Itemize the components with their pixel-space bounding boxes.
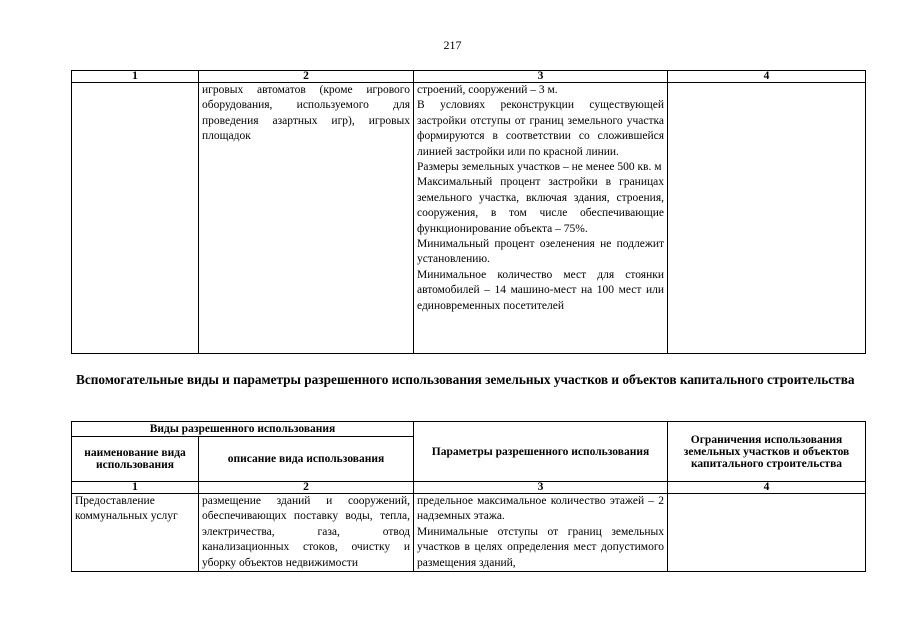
- header-use-name: наименование вида использования: [72, 437, 199, 482]
- parameter-paragraph: предельное максимальное количество этажей – 2 надземных этажа.: [417, 495, 664, 523]
- section-title: Вспомогательные виды и параметры разрешенного использования земельных участков и объектов капитального строительства: [76, 372, 855, 387]
- table-row: [72, 83, 866, 354]
- parameter-paragraph: Минимальное количество мест для стоянки автомобилей – 14 машино-мест на 100 мест или единовременных посетителей: [417, 268, 664, 312]
- col-number: 1: [72, 71, 199, 83]
- header-parameters: Параметры разрешенного использования: [414, 422, 668, 482]
- header-use-description: описание вида использования: [199, 437, 414, 482]
- use-name-cell: Предоставление коммунальных услуг: [72, 494, 199, 572]
- column-number-row: [72, 71, 866, 83]
- col-number: 2: [199, 71, 414, 83]
- col-number: 1: [72, 482, 199, 494]
- parameters-cell: [414, 494, 668, 572]
- use-description-cell: игровых автоматов (кроме игрового оборудования, используемого для проведения азартных игр), игровых площадок: [199, 83, 414, 354]
- col-number: 3: [414, 482, 668, 494]
- col-number: 3: [414, 71, 668, 83]
- parameter-paragraph: строений, сооружений – 3 м.: [417, 84, 558, 96]
- header-limits: Ограничения использования земельных участков и объектов капитального строительства: [668, 422, 866, 482]
- limits-cell: [668, 83, 866, 354]
- column-number-row: [72, 482, 866, 494]
- limits-cell: [668, 494, 866, 572]
- col-number: 2: [199, 482, 414, 494]
- parameters-cell: [414, 83, 668, 354]
- parameter-paragraph: Минимальные отступы от границ земельных участков в целях определения мест допустимого размещения зданий,: [417, 525, 664, 569]
- parameter-paragraph: Размеры земельных участков – не менее 500 кв. м: [417, 161, 662, 174]
- table-row: [72, 494, 866, 572]
- col-number: 4: [668, 482, 866, 494]
- use-description-cell: размещение зданий и сооружений, обеспечивающих поставку воды, тепла, электричества, газа, отвод канализационных стоков, очистку и уборку объектов недвижимости: [199, 494, 414, 572]
- parameter-paragraph: В условиях реконструкции существующей застройки отступы от границ земельного участка формируются в соответствии со сложившейся линией застройки или по красной линии.: [417, 99, 664, 158]
- page-number: 217: [443, 38, 462, 52]
- auxiliary-permitted-uses-table: [71, 421, 866, 572]
- table-header-row: [72, 422, 866, 437]
- parameter-paragraph: Максимальный процент застройки в границах земельного участка, включая здания, строения, сооружения, в том числе обеспечивающие функционирование объекта – 75%.: [417, 176, 664, 235]
- main-permitted-uses-table-continued: [71, 70, 866, 354]
- col-number: 4: [668, 71, 866, 83]
- header-permitted-use-types: Виды разрешенного использования: [72, 422, 414, 437]
- use-name-cell: [72, 83, 199, 354]
- parameter-paragraph: Минимальный процент озеленения не подлежит установлению.: [417, 238, 664, 266]
